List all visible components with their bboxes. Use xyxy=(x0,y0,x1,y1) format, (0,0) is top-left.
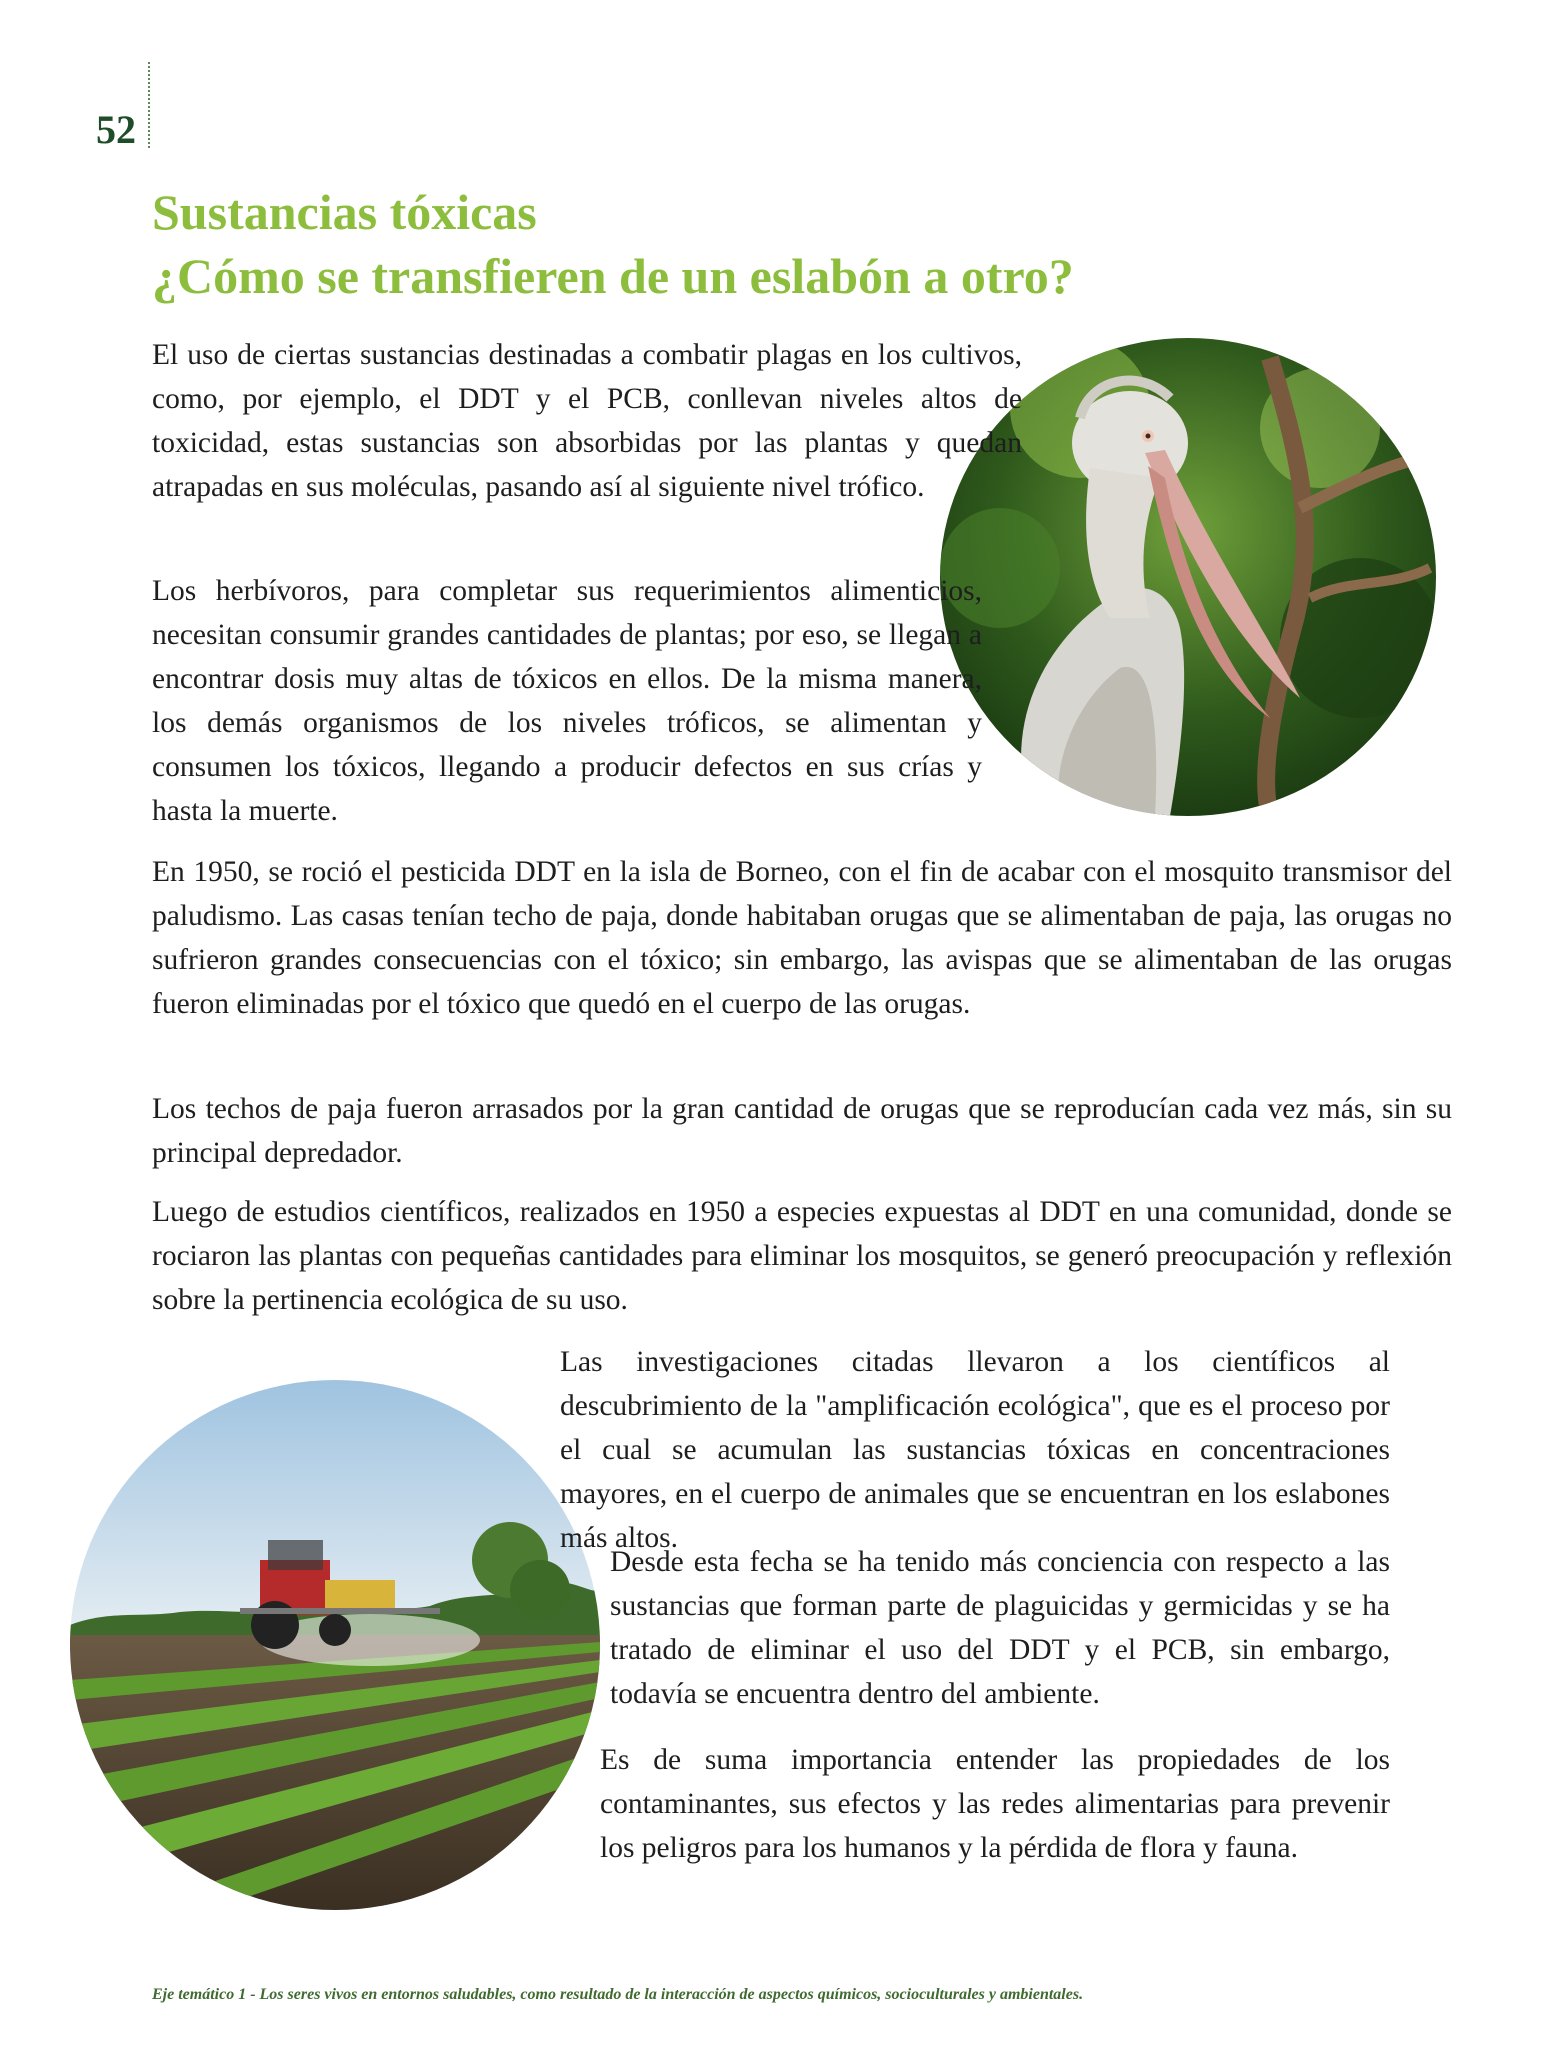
tractor-illustration xyxy=(70,1380,600,1910)
title-line-2: ¿Cómo se transfieren de un eslabón a otro? xyxy=(152,248,1074,304)
paragraph-8: Es de suma importancia entender las propiedades de los contaminantes, sus efectos y las redes alimentarias para prevenir los peligros para los humanos y la pérdida de flora y fauna. xyxy=(600,1744,1390,1864)
paragraph-6: Las investigaciones citadas llevaron a los científicos al descubrimiento de la "amplificación ecológica", que es el proceso por el cual se acumulan las sustancias tóxicas en concentraciones mayores, en el cuerpo de animales que se encuentran en los eslabones más altos. xyxy=(560,1346,1390,1554)
paragraph-2: Los herbívoros, para completar sus requerimientos alimenticios, necesitan consumir grandes cantidades de plantas; por eso, se llegan a encontrar dosis muy altas de tóxicos en ellos. De la misma manera, los demás organismos de los niveles tróficos, se alimentan y consumen los tóxicos, llegando a producir defectos en sus crías y hasta la muerte. xyxy=(152,575,982,827)
page-number: 52 xyxy=(96,107,136,152)
title-line-1: Sustancias tóxicas xyxy=(152,184,537,240)
paragraph-4: Los techos de paja fueron arrasados por la gran cantidad de orugas que se reproducían cada vez más, sin su principal depredador. xyxy=(152,1093,1452,1169)
paragraph-1: El uso de ciertas sustancias destinadas a combatir plagas en los cultivos, como, por ejemplo, el DDT y el PCB, conllevan niveles altos de toxicidad, estas sustancias son absorbidas por las plantas y quedan atrapadas en sus moléculas, pasando así al siguiente nivel trófico. xyxy=(152,339,1022,503)
page-title xyxy=(152,180,1452,308)
footer-caption: Eje temático 1 - Los seres vivos en entornos saludables, como resultado de la interacción de aspectos químicos, socioculturales y ambientales. xyxy=(152,1986,1084,2003)
tractor-field-photo xyxy=(70,1380,600,1910)
margin-rule xyxy=(148,62,150,148)
paragraph-5: Luego de estudios científicos, realizados en 1950 a especies expuestas al DDT en una comunidad, donde se rociaron las plantas con pequeñas cantidades para eliminar los mosquitos, se generó preocupación y reflexión sobre la pertinencia ecológica de su uso. xyxy=(152,1196,1452,1316)
paragraph-7: Desde esta fecha se ha tenido más conciencia con respecto a las sustancias que forman parte de plaguicidas y germicidas y se ha tratado de eliminar el uso del DDT y el PCB, sin embargo, todavía se encuentra dentro del ambiente. xyxy=(610,1546,1390,1710)
paragraph-3: En 1950, se roció el pesticida DDT en la isla de Borneo, con el fin de acabar con el mosquito transmisor del paludismo. Las casas tenían techo de paja, donde habitaban orugas que se alimentaban de paja, las orugas no sufrieron grandes consecuencias con el tóxico; sin embargo, las avispas que se alimentaban de las orugas fueron eliminadas por el tóxico que quedó en el cuerpo de las orugas. xyxy=(152,856,1452,1020)
